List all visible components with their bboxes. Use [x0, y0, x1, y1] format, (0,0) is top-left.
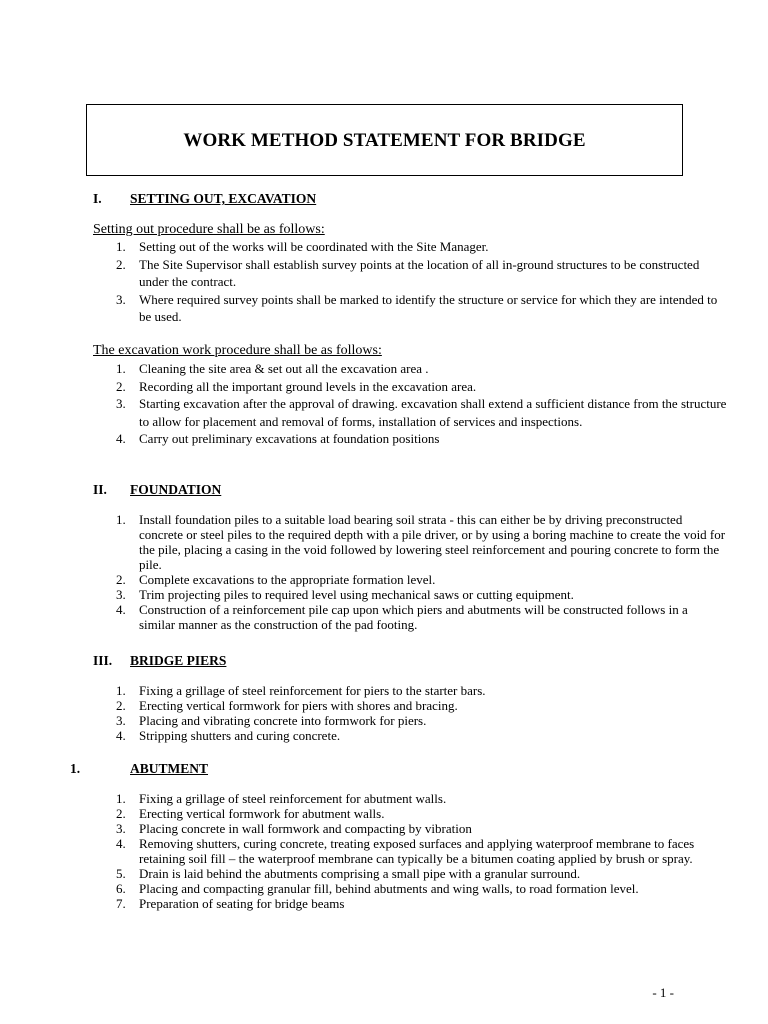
section-title: ABUTMENT [130, 761, 209, 776]
list-item: 2. Erecting vertical formwork for abutment walls. [116, 806, 385, 821]
list-item: 4. Stripping shutters and curing concrete. [116, 728, 341, 743]
setting-out-list [93, 238, 727, 326]
page-number: - 1 - [652, 985, 674, 1000]
list-item: 2. Recording all the important ground levels in the excavation area. [116, 378, 477, 394]
title-box [86, 104, 683, 176]
section-number: II. [93, 482, 107, 497]
list-item: 3. Placing concrete in wall formwork and compacting by vibration [116, 821, 472, 836]
list-item: 3. Trim projecting piles to required level using mechanical saws or cutting equipment. [116, 587, 574, 602]
section-number: 1. [70, 761, 81, 776]
section-title: FOUNDATION [130, 482, 222, 497]
section-number: I. [93, 191, 102, 206]
list-item: 2. Complete excavations to the appropriate formation level. [116, 572, 436, 587]
bridge-piers-list [93, 683, 727, 743]
list-item: 4. Removing shutters, curing concrete, treating exposed surfaces and applying waterproof membrane to faces retaining soil fill – the waterproof membrane can typically be a bitumen coating applied by brush or spray. [116, 836, 695, 866]
list-item: 7. Preparation of seating for bridge beams [116, 896, 345, 911]
list-item: 3. Where required survey points shall be marked to identify the structure or service for which they are intended to be used. [116, 291, 718, 324]
abutment-list [93, 791, 727, 911]
section-title: BRIDGE PIERS [130, 653, 227, 668]
list-item: 1. Install foundation piles to a suitable load bearing soil strata - this can either be by driving preconstructed concrete or steel piles to the required depth with a pile driver, or by using a boring machine to create the void for the pile, placing a casing in the void followed by lowering steel reinforcement and pouring concrete to form the pile. [116, 512, 726, 572]
list-item: 4. Carry out preliminary excavations at foundation positions [116, 431, 440, 446]
list-item: 1. Cleaning the site area & set out all the excavation area . [116, 361, 429, 376]
list-item: 1. Setting out of the works will be coordinated with the Site Manager. [116, 239, 489, 254]
excavation-list [93, 360, 727, 448]
list-item: 3. Starting excavation after the approval of drawing. excavation shall extend a sufficient distance from the structure to allow for placement and removal of forms, installation of services and inspections. [116, 396, 727, 429]
list-item: 3. Placing and vibrating concrete into formwork for piers. [116, 713, 427, 728]
list-item: 2. Erecting vertical formwork for piers with shores and bracing. [116, 698, 458, 713]
section-number: III. [93, 653, 113, 668]
list-item: 2. The Site Supervisor shall establish survey points at the location of all in-ground structures to be constructed under the contract. [116, 256, 700, 289]
document-title: WORK METHOD STATEMENT FOR BRIDGE [183, 129, 586, 151]
list-item: 6. Placing and compacting granular fill, behind abutments and wing walls, to road formation level. [116, 881, 639, 896]
list-item: 5. Drain is laid behind the abutments comprising a small pipe with a granular surround. [116, 866, 581, 881]
section-title: SETTING OUT, EXCAVATION [130, 191, 317, 206]
setting-out-intro: Setting out procedure shall be as follows: [93, 222, 325, 237]
list-item: 1. Fixing a grillage of steel reinforcement for abutment walls. [116, 791, 447, 806]
foundation-list [93, 512, 727, 632]
list-item: 1. Fixing a grillage of steel reinforcement for piers to the starter bars. [116, 683, 486, 698]
list-item: 4. Construction of a reinforcement pile cap upon which piers and abutments will be constructed follows in a similar manner as the construction of the pad footing. [116, 602, 688, 632]
excavation-intro: The excavation work procedure shall be as follows: [93, 343, 382, 358]
